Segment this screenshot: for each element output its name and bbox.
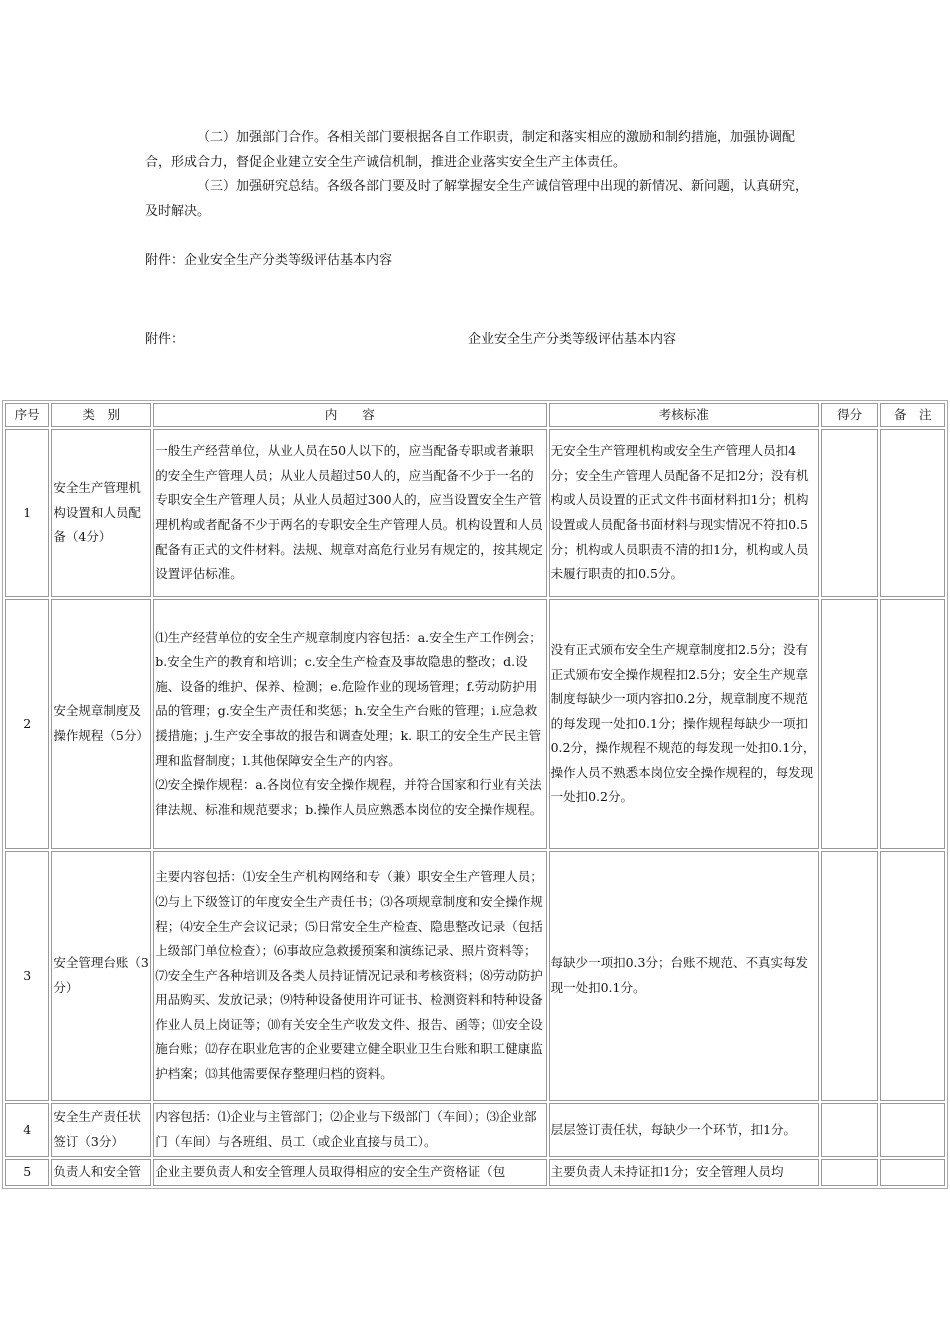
table-row: [5, 429, 945, 597]
row-remark: [880, 851, 945, 1101]
row-content: 内容包括：⑴企业与主管部门；⑵企业与下级部门（车间）；⑶企业部门（车间）与各班组、员工（或企业直接与员工）。: [153, 1103, 546, 1157]
row-remark: [880, 1103, 945, 1157]
table-row: [5, 599, 945, 849]
row-seq: 2: [5, 599, 49, 849]
paragraph-cooperation: （二）加强部门合作。各相关部门要根据各自工作职责，制定和落实相应的激励和制约措施，加强协调配合，形成合力，督促企业建立安全生产诚信机制，推进企业落实安全生产主体责任。: [145, 130, 796, 170]
row-score: [821, 599, 878, 849]
row-category: 安全生产管理机构设置和人员配备（4分）: [51, 429, 151, 597]
row-standard: 层层签订责任状，每缺少一个环节，扣1分。: [549, 1103, 819, 1157]
row-standard: 无安全生产管理机构或安全生产管理人员扣4分；安全生产管理人员配备不足扣2分；没有机构或人员设置的正式文件书面材料扣1分；机构设置或人员配备书面材料与现实情况不符扣0.5分；机构或人员职责不清的扣1分，机构或人员未履行职责的扣0.5分。: [549, 429, 819, 597]
header-content: 内 容: [153, 403, 546, 427]
row-seq: 1: [5, 429, 49, 597]
row-content: 企业主要负责人和安全管理人员取得相应的安全生产资格证（包: [153, 1159, 546, 1186]
header-standard: 考核标准: [549, 403, 819, 427]
attachment-heading: [145, 328, 845, 347]
header-seq: 序号: [5, 403, 49, 427]
table-row: [5, 1103, 945, 1157]
row-score: [821, 1159, 878, 1186]
row-content-part1: ⑴生产经营单位的安全生产规章制度内容包括：a.安全生产工作例会；b.安全生产的教育和培训；c.安全生产检查及事故隐患的整改；d.设施、设备的维护、保养、检测；e.危险作业的现场管理；f.劳动防护用品的管理；g.安全生产责任和奖惩；h.安全生产台账的管理；i.应急救援措施；j.生产安全事故的报告和调查处理；k. 职工的安全生产民主管理和监督制度；l.其他保障安全生产的内容。: [155, 629, 542, 768]
row-score: [821, 429, 878, 597]
attachment-label: 附件：: [145, 332, 185, 347]
row-content: 主要内容包括：⑴安全生产机构网络和专（兼）职安全生产管理人员；⑵与上下级签订的年度安全生产责任书；⑶各项规章制度和安全操作规程；⑷安全生产会议记录；⑸日常安全生产检查、隐患整改记录（包括上级部门单位检查）；⑹事故应急救援预案和演练记录、照片资料等；⑺安全生产各种培训及各类人员持证情况记录和考核资料；⑻劳动防护用品购买、发放记录；⑼特种设备使用许可证书、检测资料和特种设备作业人员上岗证等；⑽有关安全生产收发文件、报告、函等；⑾安全设施台账；⑿存在职业危害的企业要建立健全职业卫生台账和职工健康监护档案；⒀其他需要保存整理归档的资料。: [153, 851, 546, 1101]
row-remark: [880, 429, 945, 597]
header-remark: 备 注: [880, 403, 945, 427]
header-score: 得分: [821, 403, 878, 427]
attachment-title: 企业安全生产分类等级评估基本内容: [468, 332, 677, 347]
row-category: 安全规章制度及操作规程（5分）: [51, 599, 151, 849]
table-row: [5, 1159, 945, 1186]
row-category: 安全管理台账（3分）: [51, 851, 151, 1101]
row-seq: 4: [5, 1103, 49, 1157]
row-content: 一般生产经营单位，从业人员在50人以下的，应当配备专职或者兼职的安全生产管理人员；从业人员超过50人的，应当配备不少于一名的专职安全生产管理人员；从业人员超过300人的，应当设置安全生产管理机构或者配备不少于两名的专职安全生产管理人员。机构设置和人员配备有正式的文件材料。法规、规章对高危行业另有规定的，按其规定设置评估标准。: [153, 429, 546, 597]
evaluation-table: [2, 400, 948, 1189]
table-row: [5, 851, 945, 1101]
row-score: [821, 1103, 878, 1157]
row-remark: [880, 599, 945, 849]
table-header-row: [5, 403, 945, 427]
row-standard: 没有正式颁布安全生产规章制度扣2.5分；没有正式颁布安全操作规程扣2.5分；安全生产规章制度每缺少一项内容扣0.2分，规章制度不规范的每发现一处扣0.1分；操作规程每缺少一项扣0.2分，操作规程不规范的每发现一处扣0.1分，操作人员不熟悉本岗位安全操作规程的，每发现一处扣0.2分。: [549, 599, 819, 849]
row-standard: 主要负责人未持证扣1分；安全管理人员均: [549, 1159, 819, 1186]
row-standard: 每缺少一项扣0.3分；台账不规范、不真实每发现一处扣0.1分。: [549, 851, 819, 1101]
row-seq: 5: [5, 1159, 49, 1186]
row-seq: 3: [5, 851, 49, 1101]
attachment-note: 附件：企业安全生产分类等级评估基本内容: [145, 253, 393, 268]
row-category: 负责人和安全管: [51, 1159, 151, 1186]
header-category: 类 别: [51, 403, 151, 427]
row-score: [821, 851, 878, 1101]
row-content-part2: ⑵安全操作规程：a.各岗位有安全操作规程，并符合国家和行业有关法律法规、标准和规范要求；b.操作人员应熟悉本岗位的安全操作规程。: [155, 777, 543, 817]
paragraph-research: （三）加强研究总结。各级各部门要及时了解掌握安全生产诚信管理中出现的新情况、新问题，认真研究，及时解决。: [145, 179, 809, 219]
row-content: [153, 599, 546, 849]
row-remark: [880, 1159, 945, 1186]
row-category: 安全生产责任状签订（3分）: [51, 1103, 151, 1157]
